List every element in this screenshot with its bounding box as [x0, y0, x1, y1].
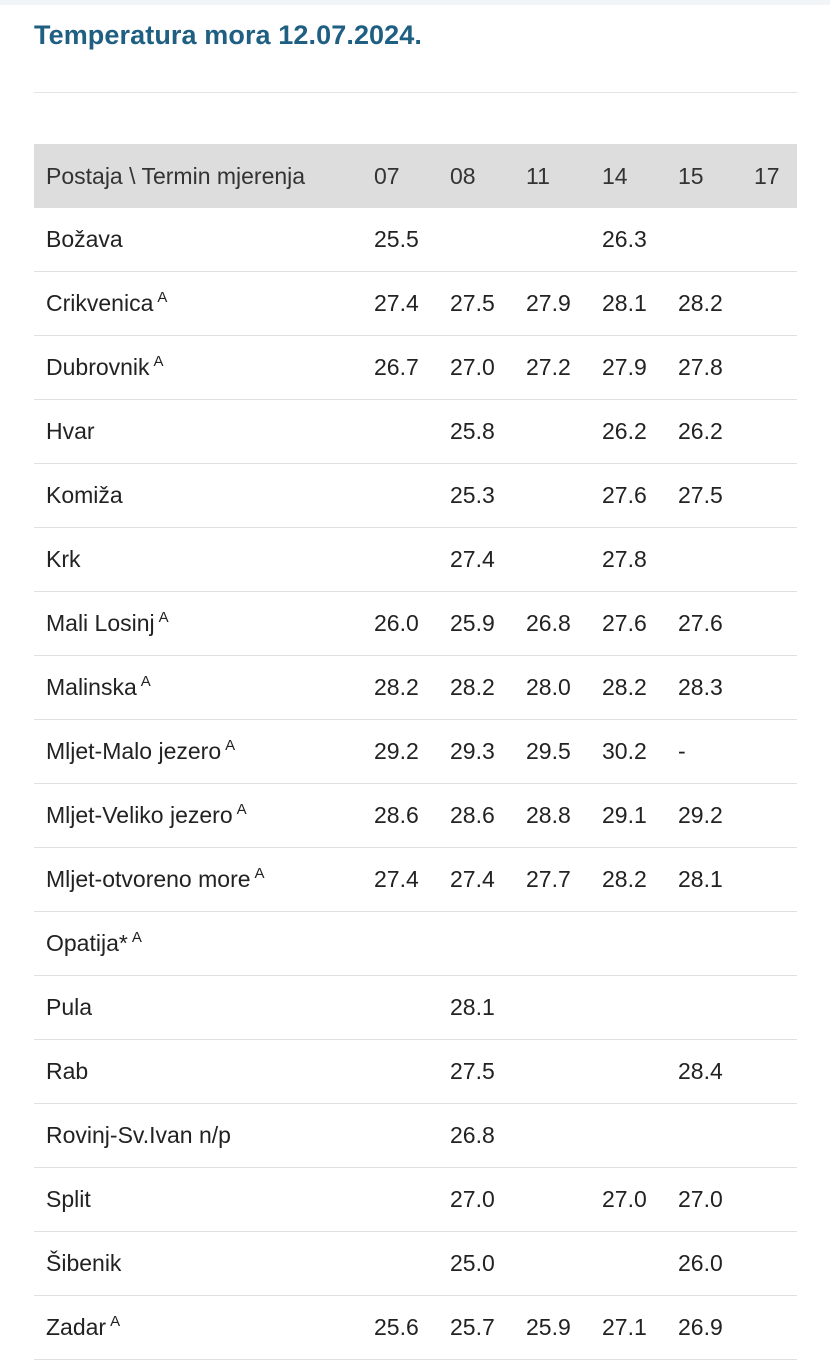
- temperature-cell: [526, 464, 602, 528]
- temperature-cell: [602, 1232, 678, 1296]
- temperature-cell: 28.1: [450, 976, 526, 1040]
- station-name: Rab: [46, 1058, 89, 1084]
- station-cell: [34, 528, 374, 592]
- temperature-cell: [754, 400, 797, 464]
- station-name: Rovinj-Sv.Ivan n/p: [46, 1122, 231, 1148]
- temperature-cell: [374, 1040, 450, 1104]
- temperature-cell: [374, 1168, 450, 1232]
- station-cell: [34, 784, 374, 848]
- station-name: Krk: [46, 546, 81, 572]
- station-note-marker: A: [157, 289, 168, 306]
- temperature-cell: [754, 592, 797, 656]
- table-row: [34, 528, 797, 592]
- sea-temperature-table: [34, 144, 797, 1360]
- temperature-cell: 29.1: [602, 784, 678, 848]
- temperature-cell: 26.9: [678, 1296, 754, 1360]
- temperature-cell: 27.5: [450, 272, 526, 336]
- table-row: [34, 592, 797, 656]
- temperature-cell: 26.0: [374, 592, 450, 656]
- temperature-cell: [754, 784, 797, 848]
- station-name: Božava: [46, 226, 123, 252]
- table-row: [34, 848, 797, 912]
- station-note-marker: A: [153, 353, 164, 370]
- temperature-cell: 26.0: [678, 1232, 754, 1296]
- temperature-cell: 28.1: [602, 272, 678, 336]
- header-time-17: 17: [754, 162, 780, 189]
- temperature-cell: 28.6: [374, 784, 450, 848]
- temperature-cell: [678, 1104, 754, 1168]
- station-cell: [34, 720, 374, 784]
- temperature-cell: [678, 208, 754, 272]
- temperature-cell: [754, 1232, 797, 1296]
- temperature-cell: [526, 208, 602, 272]
- station-cell: [34, 272, 374, 336]
- temperature-cell: [450, 208, 526, 272]
- temperature-cell: 28.3: [678, 656, 754, 720]
- station-cell: [34, 400, 374, 464]
- table-row: [34, 1168, 797, 1232]
- temperature-cell: [754, 912, 797, 976]
- table-row: [34, 1296, 797, 1360]
- temperature-cell: 26.2: [602, 400, 678, 464]
- temperature-cell: 30.2: [602, 720, 678, 784]
- station-name: Mljet-Veliko jezero: [46, 802, 233, 828]
- temperature-cell: 28.6: [450, 784, 526, 848]
- table-row: [34, 1040, 797, 1104]
- station-cell: [34, 336, 374, 400]
- temperature-cell: 25.0: [450, 1232, 526, 1296]
- temperature-cell: 27.8: [678, 336, 754, 400]
- header-time-07: 07: [374, 162, 400, 189]
- station-note-marker: A: [225, 737, 236, 754]
- table-row: [34, 272, 797, 336]
- temperature-cell: [754, 1104, 797, 1168]
- temperature-cell: [450, 912, 526, 976]
- temperature-cell: 26.7: [374, 336, 450, 400]
- station-cell: [34, 1296, 374, 1360]
- station-cell: [34, 1040, 374, 1104]
- header-time-15: 15: [678, 162, 704, 189]
- temperature-cell: 28.2: [374, 656, 450, 720]
- station-note-marker: A: [158, 609, 169, 626]
- station-name: Mljet-Malo jezero: [46, 738, 222, 764]
- temperature-cell: 29.2: [374, 720, 450, 784]
- station-cell: [34, 464, 374, 528]
- temperature-cell: [526, 1168, 602, 1232]
- temperature-cell: 29.2: [678, 784, 754, 848]
- temperature-cell: 27.6: [678, 592, 754, 656]
- temperature-cell: [754, 208, 797, 272]
- temperature-cell: 27.0: [678, 1168, 754, 1232]
- temperature-cell: [602, 1040, 678, 1104]
- temperature-cell: 27.9: [602, 336, 678, 400]
- temperature-cell: 27.4: [374, 272, 450, 336]
- station-note-marker: A: [236, 801, 247, 818]
- temperature-cell: [374, 528, 450, 592]
- temperature-cell: 25.6: [374, 1296, 450, 1360]
- table-row: [34, 656, 797, 720]
- temperature-cell: 27.5: [678, 464, 754, 528]
- temperature-cell: 27.0: [450, 336, 526, 400]
- temperature-cell: [526, 400, 602, 464]
- station-name: Zadar: [46, 1314, 107, 1340]
- temperature-cell: [374, 912, 450, 976]
- header-station: Postaja \ Termin mjerenja: [46, 162, 306, 189]
- temperature-cell: 26.8: [526, 592, 602, 656]
- temperature-cell: [754, 336, 797, 400]
- temperature-cell: 25.9: [450, 592, 526, 656]
- table-row: [34, 1232, 797, 1296]
- station-name: Šibenik: [46, 1250, 122, 1276]
- temperature-cell: 29.3: [450, 720, 526, 784]
- temperature-cell: [754, 976, 797, 1040]
- table-row: [34, 912, 797, 976]
- station-name: Komiža: [46, 482, 123, 508]
- station-cell: [34, 208, 374, 272]
- table-row: [34, 976, 797, 1040]
- temperature-cell: [526, 1232, 602, 1296]
- temperature-cell: 28.2: [450, 656, 526, 720]
- top-strip: [0, 0, 830, 5]
- station-name: Split: [46, 1186, 91, 1212]
- station-name: Hvar: [46, 418, 95, 444]
- header-time-11: 11: [526, 162, 550, 189]
- temperature-cell: 28.1: [678, 848, 754, 912]
- temperature-cell: 27.5: [450, 1040, 526, 1104]
- temperature-cell: [602, 1104, 678, 1168]
- temperature-cell: [678, 528, 754, 592]
- station-name: Crikvenica: [46, 290, 154, 316]
- table-row: [34, 464, 797, 528]
- temperature-cell: 26.2: [678, 400, 754, 464]
- station-note-marker: A: [140, 673, 151, 690]
- header-time-14: 14: [602, 162, 628, 189]
- temperature-cell: -: [678, 720, 754, 784]
- temperature-cell: 25.9: [526, 1296, 602, 1360]
- station-name: Mali Losinj: [46, 610, 155, 636]
- header-time-08: 08: [450, 162, 476, 189]
- temperature-cell: [374, 1232, 450, 1296]
- temperature-cell: [754, 464, 797, 528]
- temperature-cell: 27.0: [450, 1168, 526, 1232]
- table-row: [34, 1104, 797, 1168]
- station-cell: [34, 976, 374, 1040]
- temperature-cell: 27.6: [602, 464, 678, 528]
- station-cell: [34, 656, 374, 720]
- temperature-cell: [526, 1040, 602, 1104]
- temperature-cell: [754, 1168, 797, 1232]
- temperature-cell: [754, 272, 797, 336]
- temperature-cell: 26.3: [602, 208, 678, 272]
- page-title: Temperatura mora 12.07.2024.: [34, 20, 423, 50]
- temperature-cell: [526, 1104, 602, 1168]
- temperature-cell: [602, 912, 678, 976]
- temperature-cell: 29.5: [526, 720, 602, 784]
- temperature-cell: 27.1: [602, 1296, 678, 1360]
- temperature-cell: 28.0: [526, 656, 602, 720]
- table-header: [34, 144, 797, 208]
- temperature-cell: 27.8: [602, 528, 678, 592]
- station-cell: [34, 1232, 374, 1296]
- temperature-cell: 25.8: [450, 400, 526, 464]
- temperature-cell: [526, 528, 602, 592]
- title-divider: [34, 92, 797, 93]
- temperature-cell: [754, 1296, 797, 1360]
- temperature-cell: 27.4: [450, 528, 526, 592]
- temperature-cell: [374, 976, 450, 1040]
- temperature-cell: [374, 400, 450, 464]
- temperature-cell: 27.4: [374, 848, 450, 912]
- station-cell: [34, 1104, 374, 1168]
- temperature-cell: 28.2: [602, 656, 678, 720]
- temperature-cell: [754, 528, 797, 592]
- temperature-cell: 27.4: [450, 848, 526, 912]
- table-row: [34, 336, 797, 400]
- station-cell: [34, 848, 374, 912]
- temperature-cell: 25.5: [374, 208, 450, 272]
- temperature-cell: [754, 720, 797, 784]
- temperature-cell: 27.6: [602, 592, 678, 656]
- temperature-cell: [754, 656, 797, 720]
- station-note-marker: A: [254, 865, 265, 882]
- temperature-cell: [754, 848, 797, 912]
- header-row: [34, 144, 797, 208]
- temperature-cell: [754, 1040, 797, 1104]
- temperature-cell: 28.2: [602, 848, 678, 912]
- station-name: Malinska: [46, 674, 137, 700]
- temperature-cell: 28.4: [678, 1040, 754, 1104]
- temperature-cell: [678, 912, 754, 976]
- table-row: [34, 784, 797, 848]
- temperature-cell: 25.7: [450, 1296, 526, 1360]
- temperature-cell: [526, 912, 602, 976]
- table-body: [34, 208, 797, 1360]
- station-name: Opatija*: [46, 930, 128, 956]
- table-row: [34, 400, 797, 464]
- station-name: Dubrovnik: [46, 354, 150, 380]
- temperature-cell: [374, 1104, 450, 1168]
- temperature-cell: 28.8: [526, 784, 602, 848]
- station-name: Pula: [46, 994, 93, 1020]
- temperature-cell: 27.9: [526, 272, 602, 336]
- station-name: Mljet-otvoreno more: [46, 866, 251, 892]
- temperature-cell: 28.2: [678, 272, 754, 336]
- temperature-cell: 25.3: [450, 464, 526, 528]
- table-row: [34, 720, 797, 784]
- temperature-cell: 27.0: [602, 1168, 678, 1232]
- station-note-marker: A: [110, 1313, 121, 1330]
- temperature-cell: 27.7: [526, 848, 602, 912]
- table-row: [34, 208, 797, 272]
- station-cell: [34, 1168, 374, 1232]
- station-cell: [34, 912, 374, 976]
- temperature-cell: 26.8: [450, 1104, 526, 1168]
- temperature-cell: [602, 976, 678, 1040]
- temperature-cell: [374, 464, 450, 528]
- temperature-cell: [526, 976, 602, 1040]
- station-cell: [34, 592, 374, 656]
- station-note-marker: A: [131, 929, 142, 946]
- temperature-cell: 27.2: [526, 336, 602, 400]
- temperature-cell: [678, 976, 754, 1040]
